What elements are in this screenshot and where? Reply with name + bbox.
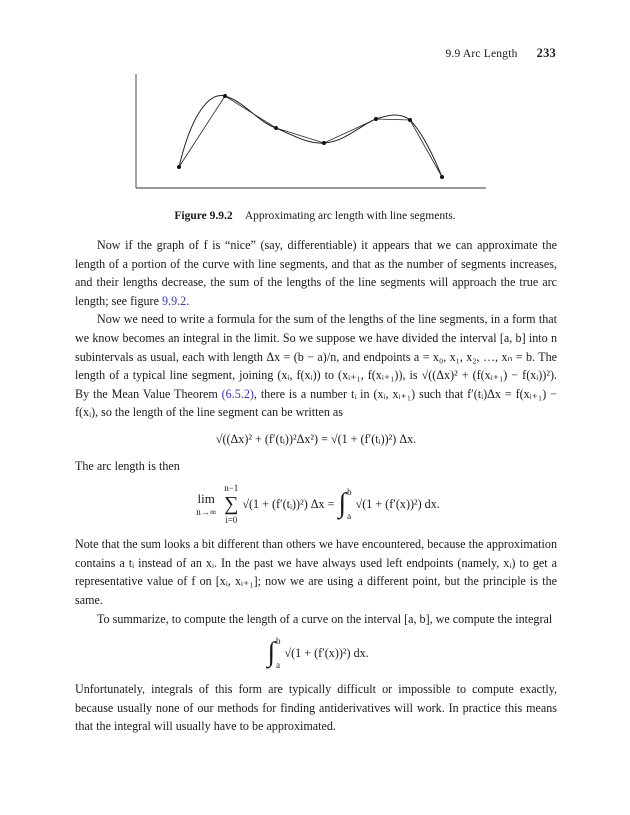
integral-operator: [338, 487, 351, 521]
paragraph-1-text: Now if the graph of f is “nice” (say, differentiable) it appears that we can approximate the length of a portion of the curve with line segments, and that as the number of segments increases, and their lengths decrease, the sum of the lengths of the line segments will approach the true arc length; see figure: [75, 238, 557, 308]
sum-operator: [224, 483, 238, 525]
arc-length-figure: [130, 72, 490, 194]
figure-label: Figure 9.9.2: [174, 210, 233, 222]
lim-text: lim: [197, 491, 215, 507]
integral-limits: [347, 487, 352, 521]
sum-term: √(1 + (f′(tᵢ))²) Δx =: [242, 496, 335, 511]
limit-operator: [196, 491, 216, 517]
paragraph-4: Note that the sum looks a bit different than others we have encountered, because the approximation contains a tᵢ instead of an xᵢ. In the past we have always used left endpoints (namely, xᵢ) to get a representative value of f on [xᵢ, xᵢ₊₁]; now we are using a different point, but the principle is the same.: [75, 537, 557, 607]
equation-segment-length: √((Δx)² + (f′(tᵢ))²Δx²) = √(1 + (f′(tᵢ))²) Δx.: [215, 431, 417, 446]
section-title: 9.9 Arc Length: [445, 48, 518, 60]
integrand: √(1 + (f′(x))²) dx.: [355, 496, 440, 511]
integral-sign: ∫: [267, 637, 275, 669]
paragraph-1-end: .: [186, 293, 190, 308]
figure-caption-text: Approximating arc length with line segments.: [244, 210, 456, 222]
sum-upper: n−1: [224, 483, 239, 494]
paragraph-2-text-a: Now we need to write a formula for the sum of the lengths of the line segments, in a form that we know becomes an integral in the limit. So we suppose we have divided the interval [a, b] into n subintervals as usual, each with length Δx = (b − a)/n, and endpoints a = x₀, x₁, x₂, …, xₙ = b. The length of a typical line segment, joining (xᵢ, f(xᵢ)) to (xᵢ₊₁, f(xᵢ₊₁)), is √((Δx)² + (f(xᵢ₊₁) − f(xᵢ))²). By the Mean Value Theorem: [75, 312, 557, 401]
page-number: 233: [536, 46, 556, 60]
paragraph-3: The arc length is then: [75, 458, 180, 473]
sum-sign: ∑: [224, 493, 239, 516]
equation-arc-length-integral: [75, 636, 557, 670]
partition-point: [177, 165, 181, 169]
integrand: √(1 + (f′(x))²) dx.: [284, 645, 369, 660]
integral-lower: a: [275, 660, 280, 671]
integral-upper: b: [275, 636, 281, 647]
paragraph-6: Unfortunately, integrals of this form are typically difficult or impossible to compute exactly, because usually none of our methods for finding antiderivatives will work. In practice this means that the integral will usually have to be approximated.: [75, 682, 557, 734]
theorem-ref-link[interactable]: (6.5.2): [221, 386, 254, 401]
figure-ref-link[interactable]: 9.9.2: [162, 293, 187, 308]
partition-point: [374, 117, 378, 121]
integral-limits: [276, 636, 281, 670]
curve-f: [179, 96, 442, 177]
integral-operator: [267, 636, 280, 670]
partition-point: [440, 175, 444, 179]
partition-point: [408, 118, 412, 122]
paragraph-2-text-b: , there is a number tᵢ in (xᵢ, xᵢ₊₁) such that f′(tᵢ)Δx = f(xᵢ₊₁) − f(xᵢ), so the length of the line segment can be written as: [75, 386, 557, 420]
arc-length-diagram: [130, 72, 490, 194]
lim-subscript: n→∞: [196, 507, 217, 518]
paragraph-1: [75, 236, 557, 310]
equation-arc-length-limit: [75, 483, 557, 525]
integral-lower: a: [347, 511, 352, 522]
integral-upper: b: [347, 487, 352, 498]
approximating-segments: [179, 96, 442, 177]
partition-point: [274, 126, 278, 130]
partition-point: [223, 94, 227, 98]
partition-point: [322, 141, 326, 145]
running-head: [445, 46, 556, 61]
integral-sign: ∫: [338, 488, 347, 520]
sum-lower: i=0: [225, 515, 238, 526]
paragraph-5: To summarize, to compute the length of a curve on the interval [a, b], we compute the integral: [97, 611, 553, 626]
body-text: [75, 236, 557, 736]
paragraph-2: [75, 310, 557, 422]
figure-caption: [0, 210, 630, 222]
